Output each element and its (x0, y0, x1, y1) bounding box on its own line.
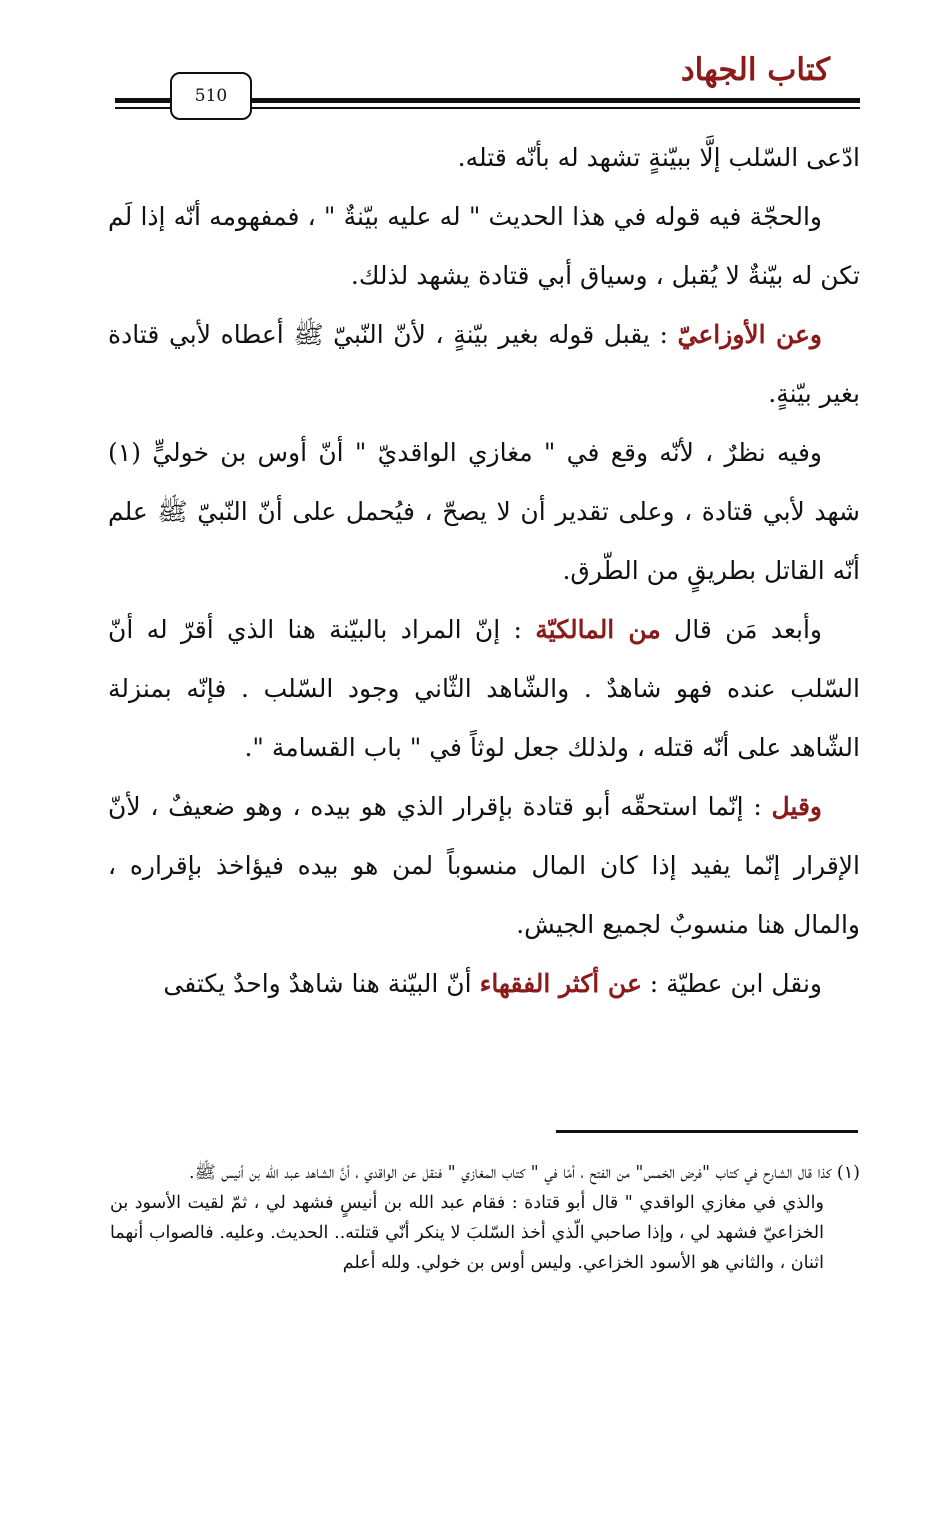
paragraph-5 (108, 600, 860, 777)
paragraph-1: ادّعى السّلب إلَّا ببيّنةٍ تشهد له بأنّه قتله. (457, 143, 860, 172)
highlight-awzai: وعن الأوزاعيّ (677, 320, 822, 349)
paragraph-6-text: : إنّما استحقّه أبو قتادة بإقرار الذي هو بيده ، وهو ضعيفٌ ، لأنّ الإقرار إنّما يفيد إذا كان المال منسوباً لمن هو بيده فيؤاخذ بإقراره ، والمال هنا منسوبٌ لجميع الجيش. (108, 792, 860, 939)
highlight-malikiyya: من المالكيّة (535, 615, 661, 644)
footnotes (110, 1158, 860, 1278)
paragraph-2: والحجّة فيه قوله في هذا الحديث " له عليه بيّنةٌ " ، فمفهومه أنّه إذا لَم تكن له بيّنةٌ لا يُقبل ، وسياق أبي قتادة يشهد لذلك. (108, 202, 860, 290)
paragraph-5-lead: وأبعد مَن قال (660, 615, 822, 644)
running-title: كتاب الجهاد (680, 52, 830, 88)
highlight-qila: وقيل (771, 792, 822, 821)
paragraph-7-text: أنّ البيّنة هنا شاهدٌ واحدٌ يكتفى (163, 969, 480, 998)
paragraph-3 (108, 305, 860, 423)
page-number: 510 (170, 72, 252, 120)
footnote-1-continuation: والذي في مغازي الواقدي " قال أبو قتادة : فقام عبد الله بن أنيسٍ فشهد لي ، ثمّ لقيت الأسود بن الخزاعيّ فشهد لي ، وإذا صاحبي الّذي أخذ السّلبَ لا ينكر أنّي قتلته.. الحديث. وعليه. فالصواب أنهما اثنان ، والثاني هو الأسود الخزاعي. وليس أوس بن خولي. ولله أعلم (110, 1193, 824, 1273)
highlight-fuqaha: عن أكثر الفقهاء (479, 969, 642, 998)
footnote-separator (556, 1130, 858, 1133)
main-text (108, 128, 860, 1013)
paragraph-7 (108, 954, 860, 1013)
paragraph-5-text: : إنّ المراد بالبيّنة هنا الذي أقرّ له أنّ السّلب عنده فهو شاهدٌ . والشّاهد الثّاني وجود السّلب . فإنّه بمنزلة الشّاهد على أنّه قتله ، ولذلك جعل لوثاً في " باب القسامة ". (108, 615, 860, 762)
paragraph-4: وفيه نظرٌ ، لأنّه وقع في " مغازي الواقديّ " أنّ أوس بن خوليٍّ (١) شهد لأبي قتادة ، وعلى تقدير أن لا يصحّ ، فيُحمل على أنّ النّبيّ ﷺ علم أنّه القاتل بطريقٍ من الطّرق. (108, 438, 860, 585)
paragraph-3-text: : يقبل قوله بغير بيّنةٍ ، لأنّ النّبيّ ﷺ أعطاه لأبي قتادة بغير بيّنةٍ. (108, 320, 860, 408)
footnote-1: (١) كذا قال الشارح في كتاب "فرض الخمس" من الفتح ، أمّا في " كتاب المغازي " فنقل عن الواقدي ، أنَّ الشاهد عبد الله بن أنيس ﷺ. (189, 1163, 860, 1183)
paragraph-7-lead: ونقل ابن عطيّة : (641, 969, 822, 998)
paragraph-6 (108, 777, 860, 954)
